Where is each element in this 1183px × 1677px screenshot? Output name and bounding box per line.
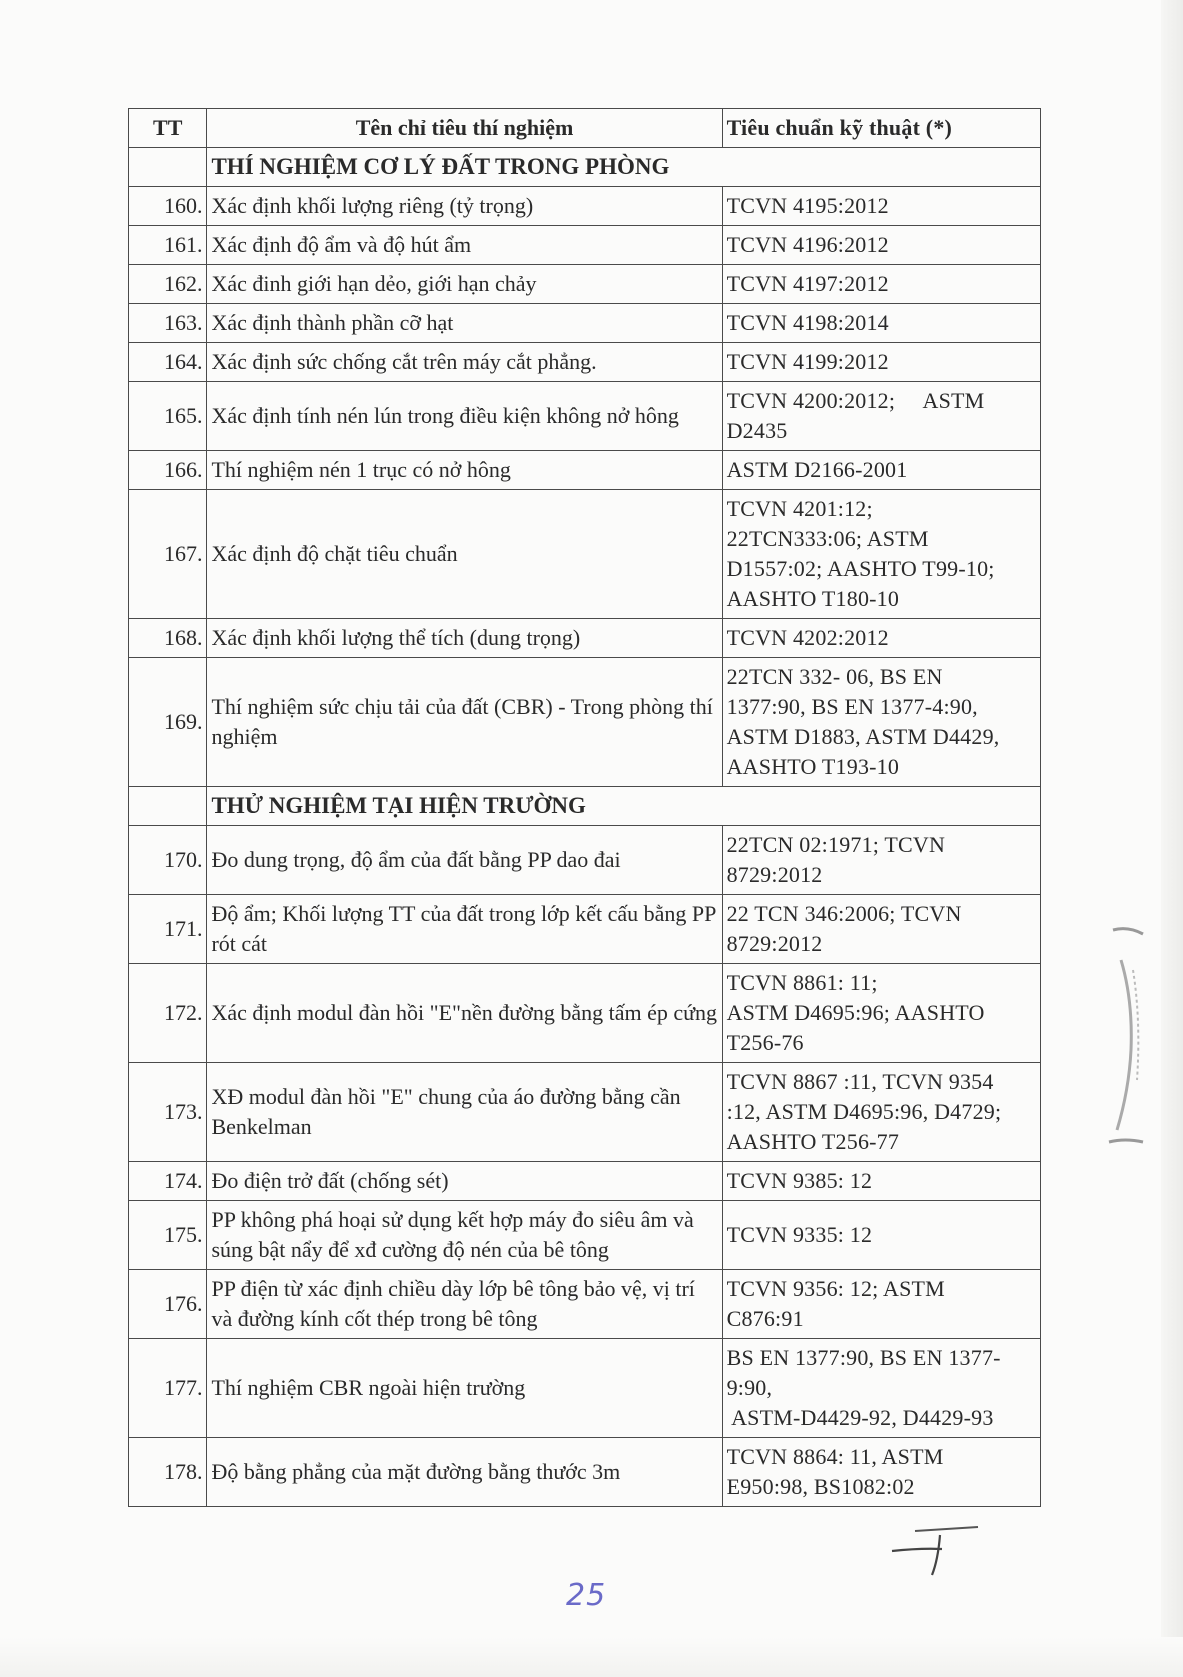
technical-standard <box>722 619 1040 658</box>
signature-mark <box>880 1515 990 1585</box>
standard-line: T256-76 <box>726 1030 804 1055</box>
row-number: 171. <box>129 895 207 964</box>
standard-line: ASTM D2166-2001 <box>726 457 908 482</box>
row-number: 167. <box>129 490 207 619</box>
row-number: 177. <box>129 1339 207 1438</box>
row-number: 161. <box>129 226 207 265</box>
standard-line: 22TCN 332- 06, BS EN <box>726 664 943 689</box>
table-row <box>129 1162 1041 1201</box>
technical-standard <box>722 964 1040 1063</box>
standard-line: TCVN 4198:2014 <box>726 310 889 335</box>
row-number: 174. <box>129 1162 207 1201</box>
standard-line: TCVN 4200:2012; ASTM <box>726 388 985 413</box>
row-number: 172. <box>129 964 207 1063</box>
standard-line: 8729:2012 <box>726 862 823 887</box>
test-name: Xác định khối lượng thể tích (dung trọng) <box>207 619 722 658</box>
test-name: PP không phá hoại sử dụng kết hợp máy đo siêu âm và súng bật nẩy để xđ cường độ nén của bê tông <box>207 1201 722 1270</box>
row-number: 169. <box>129 658 207 787</box>
page-bottom-shadow <box>0 1637 1183 1677</box>
standard-line: TCVN 4201:12; <box>726 496 873 521</box>
table-row <box>129 226 1041 265</box>
technical-standard <box>722 187 1040 226</box>
technical-standard <box>722 1201 1040 1270</box>
standard-line: 22 TCN 346:2006; TCVN <box>726 901 962 926</box>
row-number: 164. <box>129 343 207 382</box>
table-header-row <box>129 109 1041 148</box>
row-number: 165. <box>129 382 207 451</box>
row-number: 166. <box>129 451 207 490</box>
standard-line: ASTM D1883, ASTM D4429, <box>726 724 1000 749</box>
technical-standard <box>722 826 1040 895</box>
row-number: 175. <box>129 1201 207 1270</box>
standard-line: C876:91 <box>726 1306 804 1331</box>
standard-line: TCVN 9385: 12 <box>726 1168 873 1193</box>
standard-line: 1377:90, BS EN 1377-4:90, <box>726 694 978 719</box>
standard-line: TCVN 9335: 12 <box>726 1222 873 1247</box>
test-name: Thí nghiệm sức chịu tải của đất (CBR) - Trong phòng thí nghiệm <box>207 658 722 787</box>
table-row <box>129 1063 1041 1162</box>
table-row <box>129 658 1041 787</box>
test-name: Thí nghiệm nén 1 trục có nở hông <box>207 451 722 490</box>
technical-standard <box>722 1162 1040 1201</box>
technical-standard <box>722 343 1040 382</box>
header-test-name: Tên chỉ tiêu thí nghiệm <box>207 109 722 148</box>
technical-standard <box>722 226 1040 265</box>
section-header-row <box>129 787 1041 826</box>
row-number: 173. <box>129 1063 207 1162</box>
test-name: Xác định sức chống cắt trên máy cắt phẳng. <box>207 343 722 382</box>
standard-line: 9:90, <box>726 1375 773 1400</box>
standard-line: D2435 <box>726 418 788 443</box>
page-edge-shadow <box>1161 0 1183 1677</box>
table-row <box>129 304 1041 343</box>
table-row <box>129 1339 1041 1438</box>
section-header-row <box>129 148 1041 187</box>
technical-standard <box>722 1063 1040 1162</box>
standard-line: TCVN 8864: 11, ASTM <box>726 1444 944 1469</box>
standard-line: D1557:02; AASHTO T99-10; <box>726 556 995 581</box>
test-name: Đo điện trở đất (chống sét) <box>207 1162 722 1201</box>
standard-line: AASHTO T193-10 <box>726 754 900 779</box>
row-number: 162. <box>129 265 207 304</box>
table-row <box>129 1270 1041 1339</box>
test-name: Thí nghiệm CBR ngoài hiện trường <box>207 1339 722 1438</box>
test-name: Xác định khối lượng riêng (tỷ trọng) <box>207 187 722 226</box>
standard-line: 22TCN 02:1971; TCVN <box>726 832 946 857</box>
row-number: 176. <box>129 1270 207 1339</box>
stamp-fragment-icon <box>1103 920 1147 1150</box>
technical-standard <box>722 304 1040 343</box>
table-row <box>129 490 1041 619</box>
table-row <box>129 187 1041 226</box>
table-body <box>129 148 1041 1507</box>
table-row <box>129 619 1041 658</box>
standard-line: TCVN 4202:2012 <box>726 625 889 650</box>
test-name: Xác định độ chặt tiêu chuẩn <box>207 490 722 619</box>
test-name: XĐ modul đàn hồi "E" chung của áo đường bằng cần Benkelman <box>207 1063 722 1162</box>
standard-line: 22TCN333:06; ASTM <box>726 526 929 551</box>
section-tt-cell <box>129 148 207 187</box>
technical-standard <box>722 658 1040 787</box>
test-name: Xác định modul đàn hồi "E"nền đường bằng tấm ép cứng <box>207 964 722 1063</box>
section-title: THỬ NGHIỆM TẠI HIỆN TRƯỜNG <box>207 787 1041 826</box>
row-number: 163. <box>129 304 207 343</box>
row-number: 160. <box>129 187 207 226</box>
standard-line: TCVN 4195:2012 <box>726 193 889 218</box>
standard-line: AASHTO T256-77 <box>726 1129 900 1154</box>
test-name: Độ ẩm; Khối lượng TT của đất trong lớp kết cấu bằng PP rót cát <box>207 895 722 964</box>
table-row <box>129 895 1041 964</box>
standard-line: TCVN 4199:2012 <box>726 349 889 374</box>
row-number: 178. <box>129 1438 207 1507</box>
technical-standard <box>722 895 1040 964</box>
technical-standard <box>722 490 1040 619</box>
table-row <box>129 343 1041 382</box>
test-name: Độ bằng phẳng của mặt đường bằng thước 3m <box>207 1438 722 1507</box>
test-standards-table <box>128 108 1041 1507</box>
standard-line: 8729:2012 <box>726 931 823 956</box>
table-row <box>129 1201 1041 1270</box>
standard-line: BS EN 1377:90, BS EN 1377- <box>726 1345 1001 1370</box>
test-name: Xác định độ ẩm và độ hút ẩm <box>207 226 722 265</box>
page-number: 25 <box>566 1578 607 1613</box>
row-number: 168. <box>129 619 207 658</box>
table-row <box>129 265 1041 304</box>
technical-standard <box>722 1270 1040 1339</box>
standard-line: ASTM-D4429-92, D4429-93 <box>726 1405 994 1430</box>
test-name: PP điện từ xác định chiều dày lớp bê tông bảo vệ, vị trí và đường kính cốt thép trong bê tông <box>207 1270 722 1339</box>
standard-line: :12, ASTM D4695:96, D4729; <box>726 1099 1002 1124</box>
standard-line: TCVN 9356: 12; ASTM <box>726 1276 945 1301</box>
header-technical-standard: Tiêu chuẩn kỹ thuật (*) <box>722 109 1040 148</box>
table-row <box>129 451 1041 490</box>
technical-standard <box>722 382 1040 451</box>
standard-line: TCVN 8867 :11, TCVN 9354 <box>726 1069 994 1094</box>
row-number: 170. <box>129 826 207 895</box>
technical-standard <box>722 1339 1040 1438</box>
technical-standard <box>722 265 1040 304</box>
test-name: Xác đinh giới hạn dẻo, giới hạn chảy <box>207 265 722 304</box>
section-tt-cell <box>129 787 207 826</box>
technical-standard <box>722 1438 1040 1507</box>
table-row <box>129 826 1041 895</box>
table-row <box>129 382 1041 451</box>
test-name: Xác định tính nén lún trong điều kiện không nở hông <box>207 382 722 451</box>
section-title: THÍ NGHIỆM CƠ LÝ ĐẤT TRONG PHÒNG <box>207 148 1041 187</box>
standard-line: TCVN 4197:2012 <box>726 271 889 296</box>
standard-line: TCVN 4196:2012 <box>726 232 889 257</box>
standard-line: TCVN 8861: 11; <box>726 970 878 995</box>
technical-standard <box>722 451 1040 490</box>
test-name: Xác định thành phần cỡ hạt <box>207 304 722 343</box>
table-row <box>129 964 1041 1063</box>
standard-line: E950:98, BS1082:02 <box>726 1474 915 1499</box>
test-name: Đo dung trọng, độ ẩm của đất bằng PP dao đai <box>207 826 722 895</box>
standard-line: ASTM D4695:96; AASHTO <box>726 1000 985 1025</box>
table-row <box>129 1438 1041 1507</box>
standard-line: AASHTO T180-10 <box>726 586 900 611</box>
header-tt: TT <box>129 109 207 148</box>
